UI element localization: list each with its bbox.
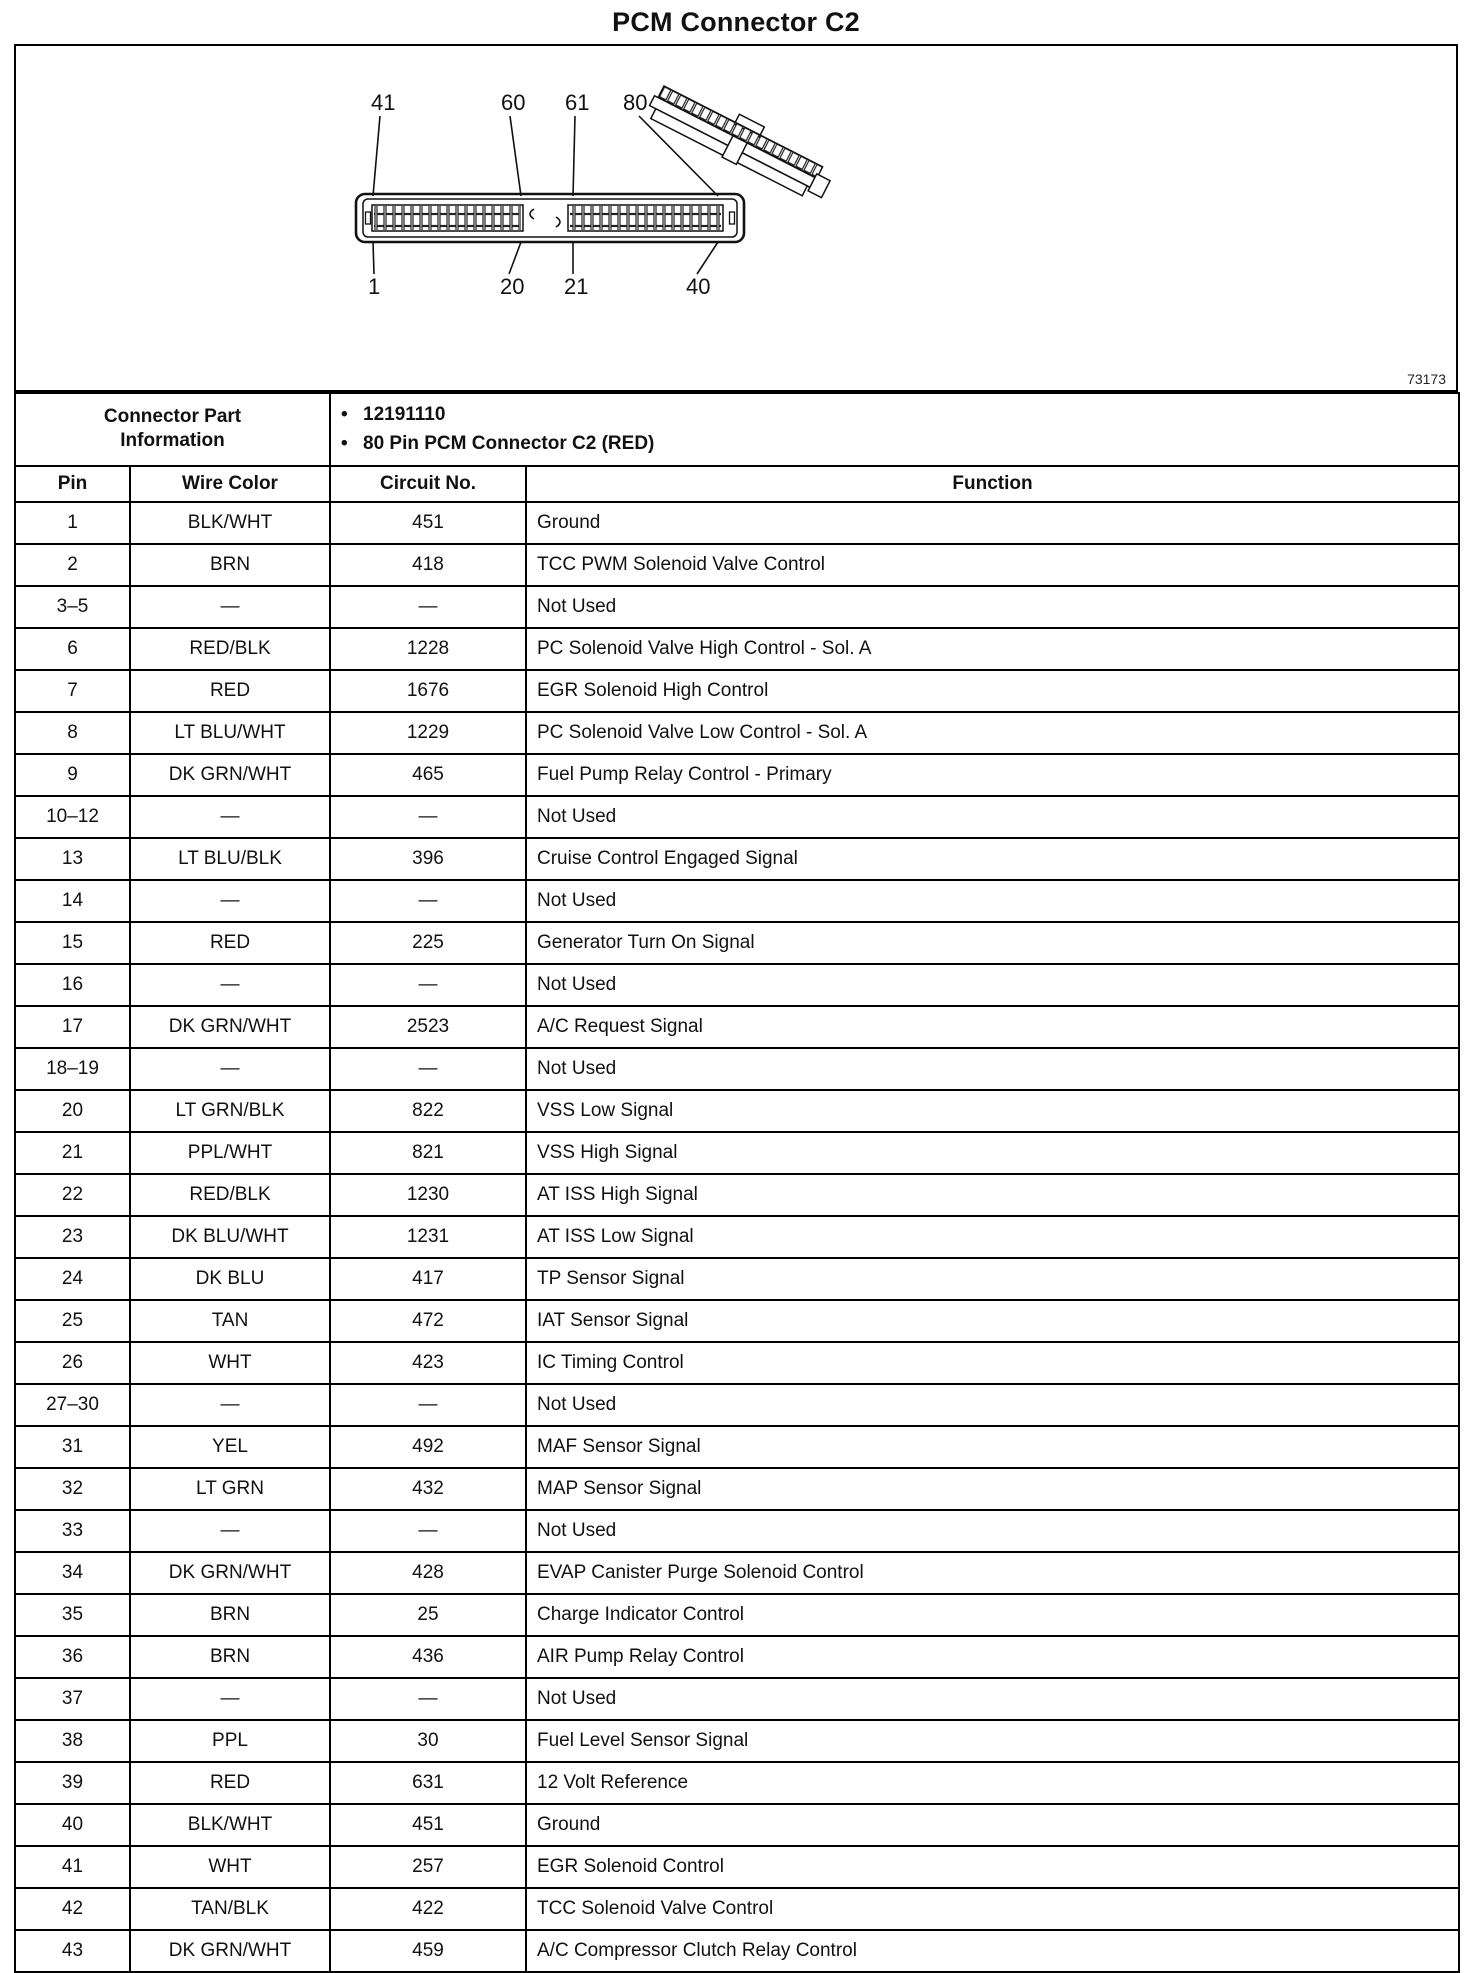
wire-color-cell: TAN: [130, 1300, 330, 1342]
function-cell: 12 Volt Reference: [526, 1762, 1459, 1804]
table-row: [15, 628, 1459, 670]
part-info-row: [15, 393, 1459, 466]
pin-cell: 21: [15, 1132, 130, 1174]
circuit-no-cell: 417: [330, 1258, 526, 1300]
circuit-no-cell: 2523: [330, 1006, 526, 1048]
function-cell: EGR Solenoid High Control: [526, 670, 1459, 712]
function-cell: VSS Low Signal: [526, 1090, 1459, 1132]
function-cell: Not Used: [526, 1048, 1459, 1090]
table-row: [15, 922, 1459, 964]
circuit-no-cell: —: [330, 964, 526, 1006]
wire-color-cell: WHT: [130, 1846, 330, 1888]
circuit-no-cell: —: [330, 796, 526, 838]
pin-cell: 32: [15, 1468, 130, 1510]
function-cell: AT ISS Low Signal: [526, 1216, 1459, 1258]
circuit-no-cell: 631: [330, 1762, 526, 1804]
connector-description: 80 Pin PCM Connector C2 (RED): [363, 433, 655, 455]
pin-cell: 25: [15, 1300, 130, 1342]
part-number: 12191110: [363, 404, 446, 425]
pinout-table: [14, 392, 1460, 1973]
pin-cell: 40: [15, 1804, 130, 1846]
function-cell: Not Used: [526, 796, 1459, 838]
figure-number: 73173: [1407, 371, 1446, 387]
pin-label-bottom-21: 21: [564, 274, 589, 299]
page-title: PCM Connector C2: [612, 7, 860, 37]
circuit-no-cell: 418: [330, 544, 526, 586]
function-cell: Not Used: [526, 586, 1459, 628]
pin-cell: 7: [15, 670, 130, 712]
pin-cell: 26: [15, 1342, 130, 1384]
circuit-no-cell: —: [330, 1510, 526, 1552]
pin-cell: 3–5: [15, 586, 130, 628]
table-row: [15, 1510, 1459, 1552]
function-cell: Cruise Control Engaged Signal: [526, 838, 1459, 880]
wire-color-cell: RED: [130, 1762, 330, 1804]
wire-color-cell: TAN/BLK: [130, 1888, 330, 1930]
function-cell: Fuel Level Sensor Signal: [526, 1720, 1459, 1762]
pin-cell: 41: [15, 1846, 130, 1888]
wire-color-cell: —: [130, 1384, 330, 1426]
function-cell: VSS High Signal: [526, 1132, 1459, 1174]
function-cell: A/C Compressor Clutch Relay Control: [526, 1930, 1459, 1972]
wire-color-cell: —: [130, 1678, 330, 1720]
pin-cell: 35: [15, 1594, 130, 1636]
function-cell: TP Sensor Signal: [526, 1258, 1459, 1300]
connector-diagram-drawing: [16, 46, 1456, 386]
function-cell: Fuel Pump Relay Control - Primary: [526, 754, 1459, 796]
circuit-no-cell: 25: [330, 1594, 526, 1636]
table-row: [15, 1174, 1459, 1216]
pin-cell: 42: [15, 1888, 130, 1930]
circuit-no-cell: 465: [330, 754, 526, 796]
pin-cell: 23: [15, 1216, 130, 1258]
connector-front-view: [356, 194, 744, 242]
wire-color-cell: RED: [130, 922, 330, 964]
part-info-items-cell: [330, 393, 1459, 466]
table-row: [15, 712, 1459, 754]
circuit-no-cell: 492: [330, 1426, 526, 1468]
table-row: [15, 1426, 1459, 1468]
wire-color-cell: LT GRN/BLK: [130, 1090, 330, 1132]
connector-diagram: [14, 44, 1458, 392]
function-cell: PC Solenoid Valve Low Control - Sol. A: [526, 712, 1459, 754]
wire-color-cell: DK GRN/WHT: [130, 754, 330, 796]
wire-color-cell: BRN: [130, 1594, 330, 1636]
wire-color-cell: DK BLU/WHT: [130, 1216, 330, 1258]
table-row: [15, 1006, 1459, 1048]
function-cell: Ground: [526, 502, 1459, 544]
table-row: [15, 1720, 1459, 1762]
circuit-no-cell: 1229: [330, 712, 526, 754]
table-row: [15, 1804, 1459, 1846]
table-row: [15, 964, 1459, 1006]
pin-cell: 13: [15, 838, 130, 880]
circuit-no-cell: 451: [330, 1804, 526, 1846]
table-row: [15, 1342, 1459, 1384]
table-row: [15, 1762, 1459, 1804]
function-cell: TCC Solenoid Valve Control: [526, 1888, 1459, 1930]
circuit-no-cell: 1231: [330, 1216, 526, 1258]
table-row: [15, 1846, 1459, 1888]
function-cell: EVAP Canister Purge Solenoid Control: [526, 1552, 1459, 1594]
connector-isometric-view: [644, 76, 839, 206]
table-row: [15, 1468, 1459, 1510]
circuit-no-cell: —: [330, 1048, 526, 1090]
circuit-no-cell: —: [330, 880, 526, 922]
pin-cell: 39: [15, 1762, 130, 1804]
function-cell: TCC PWM Solenoid Valve Control: [526, 544, 1459, 586]
part-info-title-cell: [15, 393, 330, 466]
pin-cell: 2: [15, 544, 130, 586]
table-row: [15, 544, 1459, 586]
function-cell: MAF Sensor Signal: [526, 1426, 1459, 1468]
pin-cell: 8: [15, 712, 130, 754]
circuit-no-cell: 1676: [330, 670, 526, 712]
wire-color-cell: —: [130, 880, 330, 922]
wire-color-cell: WHT: [130, 1342, 330, 1384]
table-row: [15, 586, 1459, 628]
pin-cell: 36: [15, 1636, 130, 1678]
wire-color-cell: LT BLU/WHT: [130, 712, 330, 754]
pin-label-bottom-40: 40: [686, 274, 711, 299]
table-row: [15, 1930, 1459, 1972]
wire-color-cell: —: [130, 796, 330, 838]
part-info-title: Connector Part Information: [103, 405, 242, 452]
wire-color-cell: DK GRN/WHT: [130, 1930, 330, 1972]
wire-color-cell: BLK/WHT: [130, 1804, 330, 1846]
wire-color-cell: —: [130, 586, 330, 628]
table-row: [15, 1048, 1459, 1090]
col-header-wire-color: Wire Color: [130, 466, 330, 502]
function-cell: Ground: [526, 1804, 1459, 1846]
table-row: [15, 1594, 1459, 1636]
function-cell: Not Used: [526, 880, 1459, 922]
pin-cell: 31: [15, 1426, 130, 1468]
circuit-no-cell: 423: [330, 1342, 526, 1384]
col-header-circuit-no: Circuit No.: [330, 466, 526, 502]
table-row: [15, 502, 1459, 544]
table-row: [15, 1888, 1459, 1930]
pin-cell: 15: [15, 922, 130, 964]
pin-cell: 18–19: [15, 1048, 130, 1090]
bullet-glyph: •: [341, 433, 348, 455]
function-cell: EGR Solenoid Control: [526, 1846, 1459, 1888]
table-row: [15, 1132, 1459, 1174]
pin-label-top-41: 41: [371, 90, 396, 115]
wire-color-cell: BRN: [130, 1636, 330, 1678]
circuit-no-cell: 451: [330, 502, 526, 544]
function-cell: MAP Sensor Signal: [526, 1468, 1459, 1510]
pin-cell: 9: [15, 754, 130, 796]
circuit-no-cell: 436: [330, 1636, 526, 1678]
table-row: [15, 1258, 1459, 1300]
pin-cell: 27–30: [15, 1384, 130, 1426]
pin-cell: 38: [15, 1720, 130, 1762]
function-cell: Not Used: [526, 1510, 1459, 1552]
pin-cell: 1: [15, 502, 130, 544]
function-cell: AIR Pump Relay Control: [526, 1636, 1459, 1678]
circuit-no-cell: —: [330, 586, 526, 628]
function-cell: A/C Request Signal: [526, 1006, 1459, 1048]
table-row: [15, 880, 1459, 922]
wire-color-cell: PPL: [130, 1720, 330, 1762]
table-row: [15, 796, 1459, 838]
wire-color-cell: RED: [130, 670, 330, 712]
table-row: [15, 1216, 1459, 1258]
wire-color-cell: DK BLU: [130, 1258, 330, 1300]
column-header-row: [15, 466, 1459, 502]
pin-cell: 20: [15, 1090, 130, 1132]
table-row: [15, 754, 1459, 796]
pin-label-bottom-20: 20: [500, 274, 525, 299]
pin-cell: 43: [15, 1930, 130, 1972]
pin-cell: 34: [15, 1552, 130, 1594]
table-row: [15, 670, 1459, 712]
function-cell: PC Solenoid Valve High Control - Sol. A: [526, 628, 1459, 670]
table-row: [15, 1552, 1459, 1594]
pin-cell: 22: [15, 1174, 130, 1216]
function-cell: Not Used: [526, 1384, 1459, 1426]
wire-color-cell: BLK/WHT: [130, 502, 330, 544]
pin-label-top-80: 80: [623, 90, 648, 115]
wire-color-cell: RED/BLK: [130, 628, 330, 670]
pin-label-top-60: 60: [501, 90, 526, 115]
bullet-glyph: •: [341, 404, 348, 425]
circuit-no-cell: —: [330, 1384, 526, 1426]
circuit-no-cell: 1228: [330, 628, 526, 670]
pin-cell: 14: [15, 880, 130, 922]
function-cell: IAT Sensor Signal: [526, 1300, 1459, 1342]
pin-label-bottom-1: 1: [368, 274, 381, 299]
pin-cell: 17: [15, 1006, 130, 1048]
wire-color-cell: LT BLU/BLK: [130, 838, 330, 880]
circuit-no-cell: 422: [330, 1888, 526, 1930]
wire-color-cell: BRN: [130, 544, 330, 586]
circuit-no-cell: 225: [330, 922, 526, 964]
table-row: [15, 1636, 1459, 1678]
wire-color-cell: —: [130, 1510, 330, 1552]
circuit-no-cell: 396: [330, 838, 526, 880]
wire-color-cell: YEL: [130, 1426, 330, 1468]
function-cell: AT ISS High Signal: [526, 1174, 1459, 1216]
circuit-no-cell: 821: [330, 1132, 526, 1174]
pin-cell: 37: [15, 1678, 130, 1720]
wire-color-cell: RED/BLK: [130, 1174, 330, 1216]
table-row: [15, 1678, 1459, 1720]
table-row: [15, 838, 1459, 880]
circuit-no-cell: —: [330, 1678, 526, 1720]
wire-color-cell: —: [130, 964, 330, 1006]
function-cell: IC Timing Control: [526, 1342, 1459, 1384]
function-cell: Not Used: [526, 964, 1459, 1006]
pin-cell: 16: [15, 964, 130, 1006]
connector-desc-line: [341, 429, 1448, 458]
function-cell: Charge Indicator Control: [526, 1594, 1459, 1636]
col-header-pin: Pin: [15, 466, 130, 502]
circuit-no-cell: 428: [330, 1552, 526, 1594]
pin-table-body: [15, 393, 1459, 1972]
circuit-no-cell: 257: [330, 1846, 526, 1888]
function-cell: Not Used: [526, 1678, 1459, 1720]
pin-cell: 6: [15, 628, 130, 670]
circuit-no-cell: 1230: [330, 1174, 526, 1216]
wire-color-cell: DK GRN/WHT: [130, 1552, 330, 1594]
pin-cell: 33: [15, 1510, 130, 1552]
col-header-function: Function: [526, 466, 1459, 502]
table-row: [15, 1384, 1459, 1426]
part-number-line: [341, 400, 1448, 429]
circuit-no-cell: 822: [330, 1090, 526, 1132]
wire-color-cell: DK GRN/WHT: [130, 1006, 330, 1048]
table-row: [15, 1300, 1459, 1342]
circuit-no-cell: 432: [330, 1468, 526, 1510]
table-row: [15, 1090, 1459, 1132]
function-cell: Generator Turn On Signal: [526, 922, 1459, 964]
wire-color-cell: LT GRN: [130, 1468, 330, 1510]
wire-color-cell: —: [130, 1048, 330, 1090]
circuit-no-cell: 30: [330, 1720, 526, 1762]
pin-cell: 10–12: [15, 796, 130, 838]
wire-color-cell: PPL/WHT: [130, 1132, 330, 1174]
circuit-no-cell: 472: [330, 1300, 526, 1342]
pin-cell: 24: [15, 1258, 130, 1300]
pin-label-top-61: 61: [565, 90, 590, 115]
circuit-no-cell: 459: [330, 1930, 526, 1972]
